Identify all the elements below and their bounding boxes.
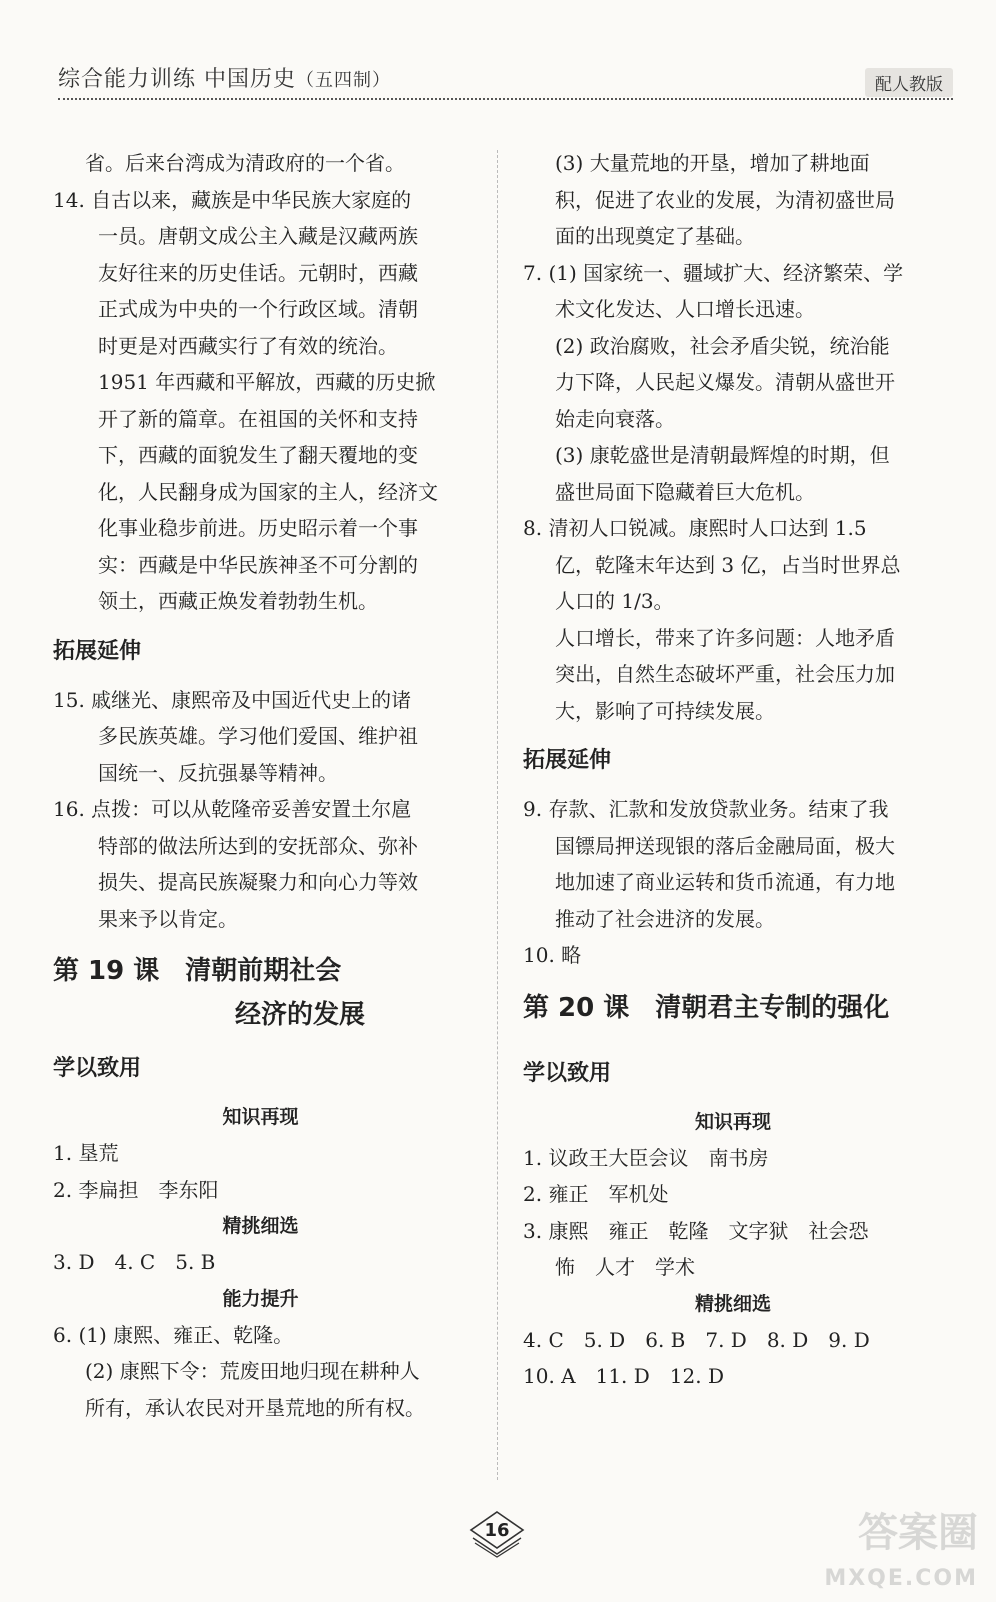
lesson-title: 第 20 课 清朝君主专制的强化 xyxy=(523,992,890,1023)
answer-line: 损失、提高民族凝聚力和向心力等效 xyxy=(98,870,418,894)
answer-line: 多民族英雄。学习他们爱国、维护祖 xyxy=(98,724,418,748)
answer-line: 国镖局押送现银的落后金融局面，极大 xyxy=(555,833,895,858)
answer-line: 正式成为中央的一个行政区域。清朝 xyxy=(98,297,418,321)
answer-line: (3) 康乾盛世是清朝最辉煌的时期，但 xyxy=(555,443,890,467)
answer-line: 1. 垦荒 xyxy=(53,1141,119,1165)
header-rule xyxy=(58,98,953,100)
answer-line: 术文化发达、人口增长迅速。 xyxy=(555,297,815,321)
answer-line: 亿，乾隆末年达到 3 亿，占当时世界总 xyxy=(555,552,901,577)
left-column xyxy=(53,145,468,1426)
answer-line: 3. 康熙 雍正 乾隆 文字狱 社会恐 xyxy=(523,1218,869,1243)
answer-line: 9. 存款、汇款和发放贷款业务。结束了我 xyxy=(523,797,889,821)
watermark-text: 答案圈 xyxy=(858,1510,978,1556)
header-title xyxy=(58,62,391,93)
answer-line: 化事业稳步前进。历史昭示着一个事 xyxy=(98,516,418,540)
answer-line: 面的出现奠定了基础。 xyxy=(555,224,755,248)
header-subtitle: （五四制） xyxy=(296,70,391,91)
column-divider xyxy=(497,150,498,1480)
answer-line: 实：西藏是中华民族神圣不可分割的 xyxy=(98,552,418,577)
answer-line: 开了新的篇章。在祖国的关怀和支持 xyxy=(98,406,418,431)
answer-line: 一员。唐朝文成公主入藏是汉藏两族 xyxy=(98,224,418,248)
answer-line: 地加速了商业运转和货币流通，有力地 xyxy=(555,870,895,894)
subsection-heading: 知识再现 xyxy=(222,1106,299,1128)
answer-line: 化，人民翻身成为国家的主人，经济文 xyxy=(98,479,438,504)
answer-line: (2) 政治腐败，社会矛盾尖锐，统治能 xyxy=(555,333,890,358)
answer-line: 2. 李扁担 李东阳 xyxy=(53,1177,219,1202)
watermark-url: MXQE.COM xyxy=(824,1566,978,1591)
section-heading: 拓展延伸 xyxy=(53,638,142,664)
answer-line: 1. 议政王大臣会议 南书房 xyxy=(523,1145,769,1170)
answer-line: 突出，自然生态破坏严重，社会压力加 xyxy=(555,662,895,686)
subsection-heading: 精挑细选 xyxy=(694,1292,771,1315)
answer-line: 时更是对西藏实行了有效的统治。 xyxy=(98,333,398,358)
answer-line: 14. 自古以来，藏族是中华民族大家庭的 xyxy=(53,187,412,212)
answer-line: 国统一、反抗强暴等精神。 xyxy=(98,760,338,785)
page-number xyxy=(467,1510,527,1550)
answer-line: 始走向衰落。 xyxy=(555,406,675,431)
section-heading: 学以致用 xyxy=(523,1060,612,1086)
answer-line: 领土，西藏正焕发着勃勃生机。 xyxy=(98,589,378,613)
edition-badge: 配人教版 xyxy=(865,68,953,97)
answer-line: 省。后来台湾成为清政府的一个省。 xyxy=(85,151,405,175)
answer-line: (2) 康熙下令：荒废田地归现在耕种人 xyxy=(85,1359,420,1383)
answer-line: 4. C 5. D 6. B 7. D 8. D 9. D xyxy=(523,1327,870,1352)
answer-line: 推动了社会进济的发展。 xyxy=(555,906,775,931)
answer-line: 16. 点拨：可以从乾隆帝妥善安置土尔扈 xyxy=(53,797,412,821)
site-watermark xyxy=(824,1510,978,1602)
section-heading: 拓展延伸 xyxy=(523,748,612,773)
answer-line: 积，促进了农业的发展，为清初盛世局 xyxy=(555,187,895,212)
lesson-title: 第 19 课 清朝前期社会 xyxy=(53,956,342,986)
answer-line: 8. 清初人口锐减。康熙时人口达到 1.5 xyxy=(523,516,867,540)
answer-line: 10. 略 xyxy=(523,943,582,967)
answer-line: 力下降，人民起义爆发。清朝从盛世开 xyxy=(555,370,895,394)
page-header xyxy=(58,58,953,104)
answer-line: 盛世局面下隐藏着巨大危机。 xyxy=(555,479,815,504)
answer-line: 人口增长，带来了许多问题：人地矛盾 xyxy=(555,625,895,650)
answer-line: 友好往来的历史佳话。元朝时，西藏 xyxy=(98,260,418,285)
answer-line: 2. 雍正 军机处 xyxy=(523,1182,669,1206)
lesson-title-cont: 经济的发展 xyxy=(235,1000,366,1030)
header-title-text: 综合能力训练 中国历史 xyxy=(58,67,296,92)
subsection-heading: 知识再现 xyxy=(694,1110,771,1133)
answer-line: 人口的 1/3。 xyxy=(555,589,674,613)
answer-line: 7. (1) 国家统一、疆域扩大、经济繁荣、学 xyxy=(523,260,904,285)
answer-line: 所有，承认农民对开垦荒地的所有权。 xyxy=(85,1395,425,1420)
answer-line: 果来予以肯定。 xyxy=(98,906,238,931)
answer-line: 特部的做法所达到的安抚部众、弥补 xyxy=(98,833,418,858)
answer-line: 大，影响了可持续发展。 xyxy=(555,698,775,723)
answer-line: 10. A 11. D 12. D xyxy=(523,1364,725,1388)
answer-line: (3) 大量荒地的开垦，增加了耕地面 xyxy=(555,151,870,175)
section-heading: 学以致用 xyxy=(53,1056,142,1081)
page-number-text: 16 xyxy=(484,1519,510,1541)
answer-line: 1951 年西藏和平解放，西藏的历史掀 xyxy=(98,370,436,394)
answer-line: 15. 戚继光、康熙帝及中国近代史上的诸 xyxy=(53,687,412,712)
subsection-heading: 精挑细选 xyxy=(222,1215,299,1237)
answer-line: 6. (1) 康熙、雍正、乾隆。 xyxy=(53,1322,294,1347)
answer-line: 3. D 4. C 5. B xyxy=(53,1250,216,1274)
answer-line: 怖 人才 学术 xyxy=(555,1255,695,1279)
right-column xyxy=(523,145,943,1395)
answer-line: 下，西藏的面貌发生了翻天覆地的变 xyxy=(98,443,418,467)
subsection-heading: 能力提升 xyxy=(222,1287,299,1310)
